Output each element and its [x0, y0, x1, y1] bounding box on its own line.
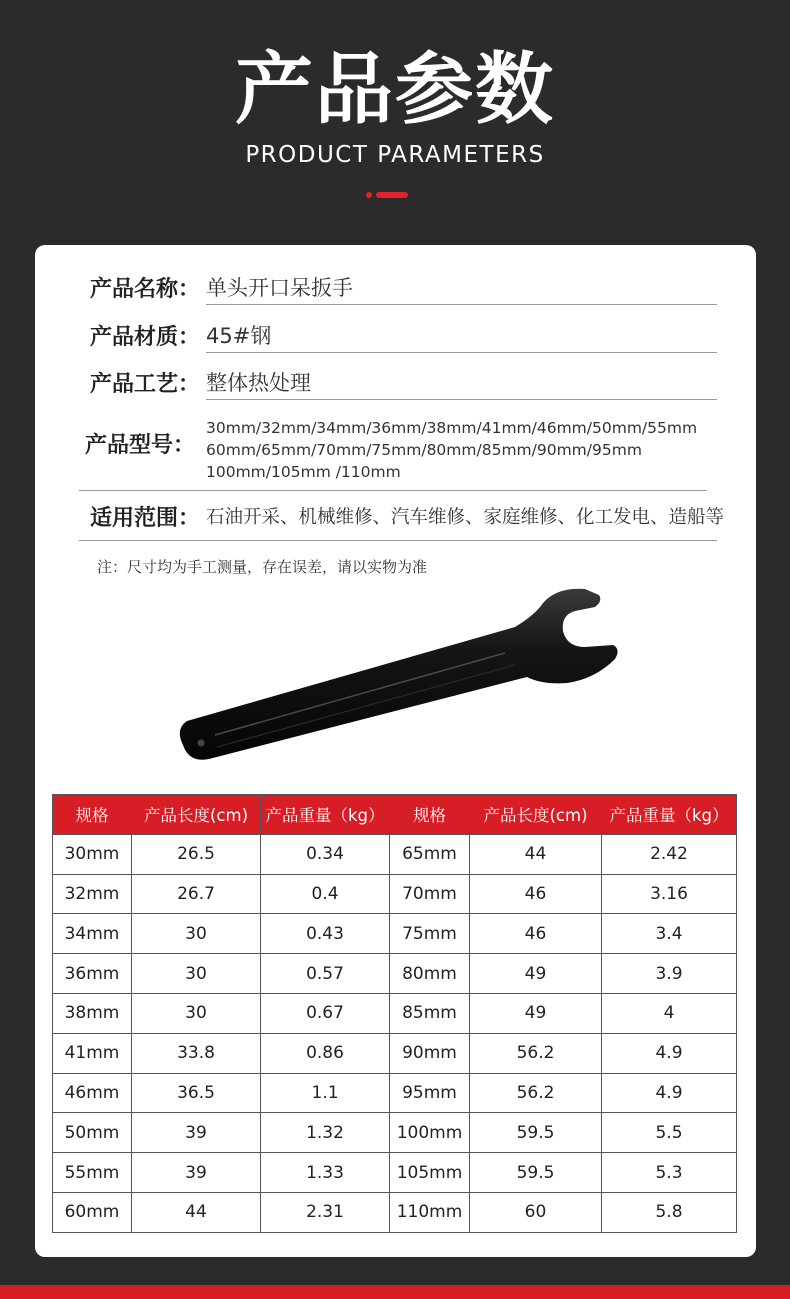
column-header: 规格 — [53, 795, 132, 835]
bottom-stripe — [0, 1285, 790, 1299]
table-cell: 30 — [132, 993, 261, 1033]
table-cell: 0.57 — [261, 954, 390, 994]
table-cell: 0.34 — [261, 834, 390, 874]
param-label: 适用范围： — [90, 505, 201, 531]
param-value: 石油开采、机械维修、汽车维修、家庭维修、化工发电、造船等 — [206, 507, 725, 528]
table-row — [53, 874, 737, 914]
table-cell: 46 — [470, 914, 602, 954]
table-cell: 100mm — [390, 1113, 470, 1153]
table-cell: 2.42 — [602, 834, 737, 874]
table-cell: 65mm — [390, 834, 470, 874]
table-row — [53, 1113, 737, 1153]
table-cell: 1.1 — [261, 1073, 390, 1113]
table-row — [53, 993, 737, 1033]
divider — [206, 399, 717, 400]
table-cell: 1.32 — [261, 1113, 390, 1153]
table-cell: 46 — [470, 874, 602, 914]
divider — [206, 304, 717, 305]
model-sizes — [206, 417, 726, 483]
param-row-model — [85, 427, 195, 459]
table-cell: 95mm — [390, 1073, 470, 1113]
table-cell: 55mm — [53, 1153, 132, 1193]
param-label: 产品工艺： — [90, 371, 201, 397]
table-cell: 59.5 — [470, 1113, 602, 1153]
param-value: 单头开口呆扳手 — [206, 276, 354, 300]
column-header: 产品重量（kg） — [602, 795, 737, 835]
table-cell: 26.7 — [132, 874, 261, 914]
table-row — [53, 1192, 737, 1232]
table-cell: 110mm — [390, 1192, 470, 1232]
table-cell: 75mm — [390, 914, 470, 954]
table-cell: 60mm — [53, 1192, 132, 1232]
table-cell: 0.4 — [261, 874, 390, 914]
table-cell: 4 — [602, 993, 737, 1033]
table-row — [53, 954, 737, 994]
table-cell: 0.67 — [261, 993, 390, 1033]
table-cell: 26.5 — [132, 834, 261, 874]
table-cell: 1.33 — [261, 1153, 390, 1193]
divider — [206, 352, 717, 353]
table-cell: 59.5 — [470, 1153, 602, 1193]
param-row-name — [90, 271, 353, 303]
model-sizes-line: 100mm/105mm /110mm — [206, 463, 401, 481]
table-cell: 49 — [470, 993, 602, 1033]
table-row — [53, 1153, 737, 1193]
table-cell: 44 — [132, 1192, 261, 1232]
accent-dot — [366, 192, 372, 198]
table-cell: 5.3 — [602, 1153, 737, 1193]
table-cell: 0.86 — [261, 1033, 390, 1073]
table-cell: 36.5 — [132, 1073, 261, 1113]
divider — [79, 540, 717, 541]
spec-table — [52, 794, 737, 1233]
model-sizes-line: 30mm/32mm/34mm/36mm/38mm/41mm/46mm/50mm/55mm — [206, 419, 698, 437]
table-cell: 30mm — [53, 834, 132, 874]
table-cell: 80mm — [390, 954, 470, 994]
table-cell: 36mm — [53, 954, 132, 994]
table-row — [53, 914, 737, 954]
page-title: 产品参数 — [234, 45, 555, 135]
table-cell: 60 — [470, 1192, 602, 1232]
table-cell: 90mm — [390, 1033, 470, 1073]
table-cell: 3.9 — [602, 954, 737, 994]
table-cell: 5.5 — [602, 1113, 737, 1153]
table-cell: 30 — [132, 914, 261, 954]
page-subtitle: PRODUCT PARAMETERS — [245, 142, 545, 168]
table-cell: 39 — [132, 1153, 261, 1193]
table-cell: 70mm — [390, 874, 470, 914]
table-row — [53, 1033, 737, 1073]
table-cell: 5.8 — [602, 1192, 737, 1232]
table-cell: 4.9 — [602, 1033, 737, 1073]
table-cell: 32mm — [53, 874, 132, 914]
column-header: 产品重量（kg） — [261, 795, 390, 835]
column-header: 产品长度(cm) — [470, 795, 602, 835]
param-row-material — [90, 319, 271, 351]
table-cell: 41mm — [53, 1033, 132, 1073]
table-cell: 56.2 — [470, 1073, 602, 1113]
table-cell: 3.16 — [602, 874, 737, 914]
open-end-wrench-icon — [175, 585, 625, 775]
accent-bar — [376, 192, 408, 198]
table-cell: 3.4 — [602, 914, 737, 954]
parameters-card — [35, 245, 756, 1257]
table-cell: 49 — [470, 954, 602, 994]
table-cell: 39 — [132, 1113, 261, 1153]
table-cell: 44 — [470, 834, 602, 874]
table-cell: 34mm — [53, 914, 132, 954]
param-label: 产品材质： — [90, 324, 201, 350]
table-row — [53, 834, 737, 874]
table-cell: 50mm — [53, 1113, 132, 1153]
divider — [79, 490, 707, 491]
param-value: 45#钢 — [206, 324, 272, 348]
table-row — [53, 1073, 737, 1113]
page-header — [0, 0, 790, 245]
param-row-process — [90, 366, 311, 398]
param-value: 整体热处理 — [206, 371, 312, 395]
table-cell: 56.2 — [470, 1033, 602, 1073]
table-cell: 30 — [132, 954, 261, 994]
table-header-row — [53, 795, 737, 835]
table-cell: 85mm — [390, 993, 470, 1033]
param-row-usage — [90, 500, 724, 532]
table-cell: 4.9 — [602, 1073, 737, 1113]
table-cell: 33.8 — [132, 1033, 261, 1073]
table-cell: 105mm — [390, 1153, 470, 1193]
table-cell: 0.43 — [261, 914, 390, 954]
table-cell: 46mm — [53, 1073, 132, 1113]
param-label: 产品名称： — [90, 276, 201, 302]
measurement-note: 注：尺寸均为手工测量，存在误差，请以实物为准 — [97, 558, 428, 576]
column-header: 规格 — [390, 795, 470, 835]
model-sizes-line: 60mm/65mm/70mm/75mm/80mm/85mm/90mm/95mm — [206, 441, 642, 459]
table-cell: 38mm — [53, 993, 132, 1033]
param-label: 产品型号： — [85, 432, 196, 458]
column-header: 产品长度(cm) — [132, 795, 261, 835]
table-cell: 2.31 — [261, 1192, 390, 1232]
